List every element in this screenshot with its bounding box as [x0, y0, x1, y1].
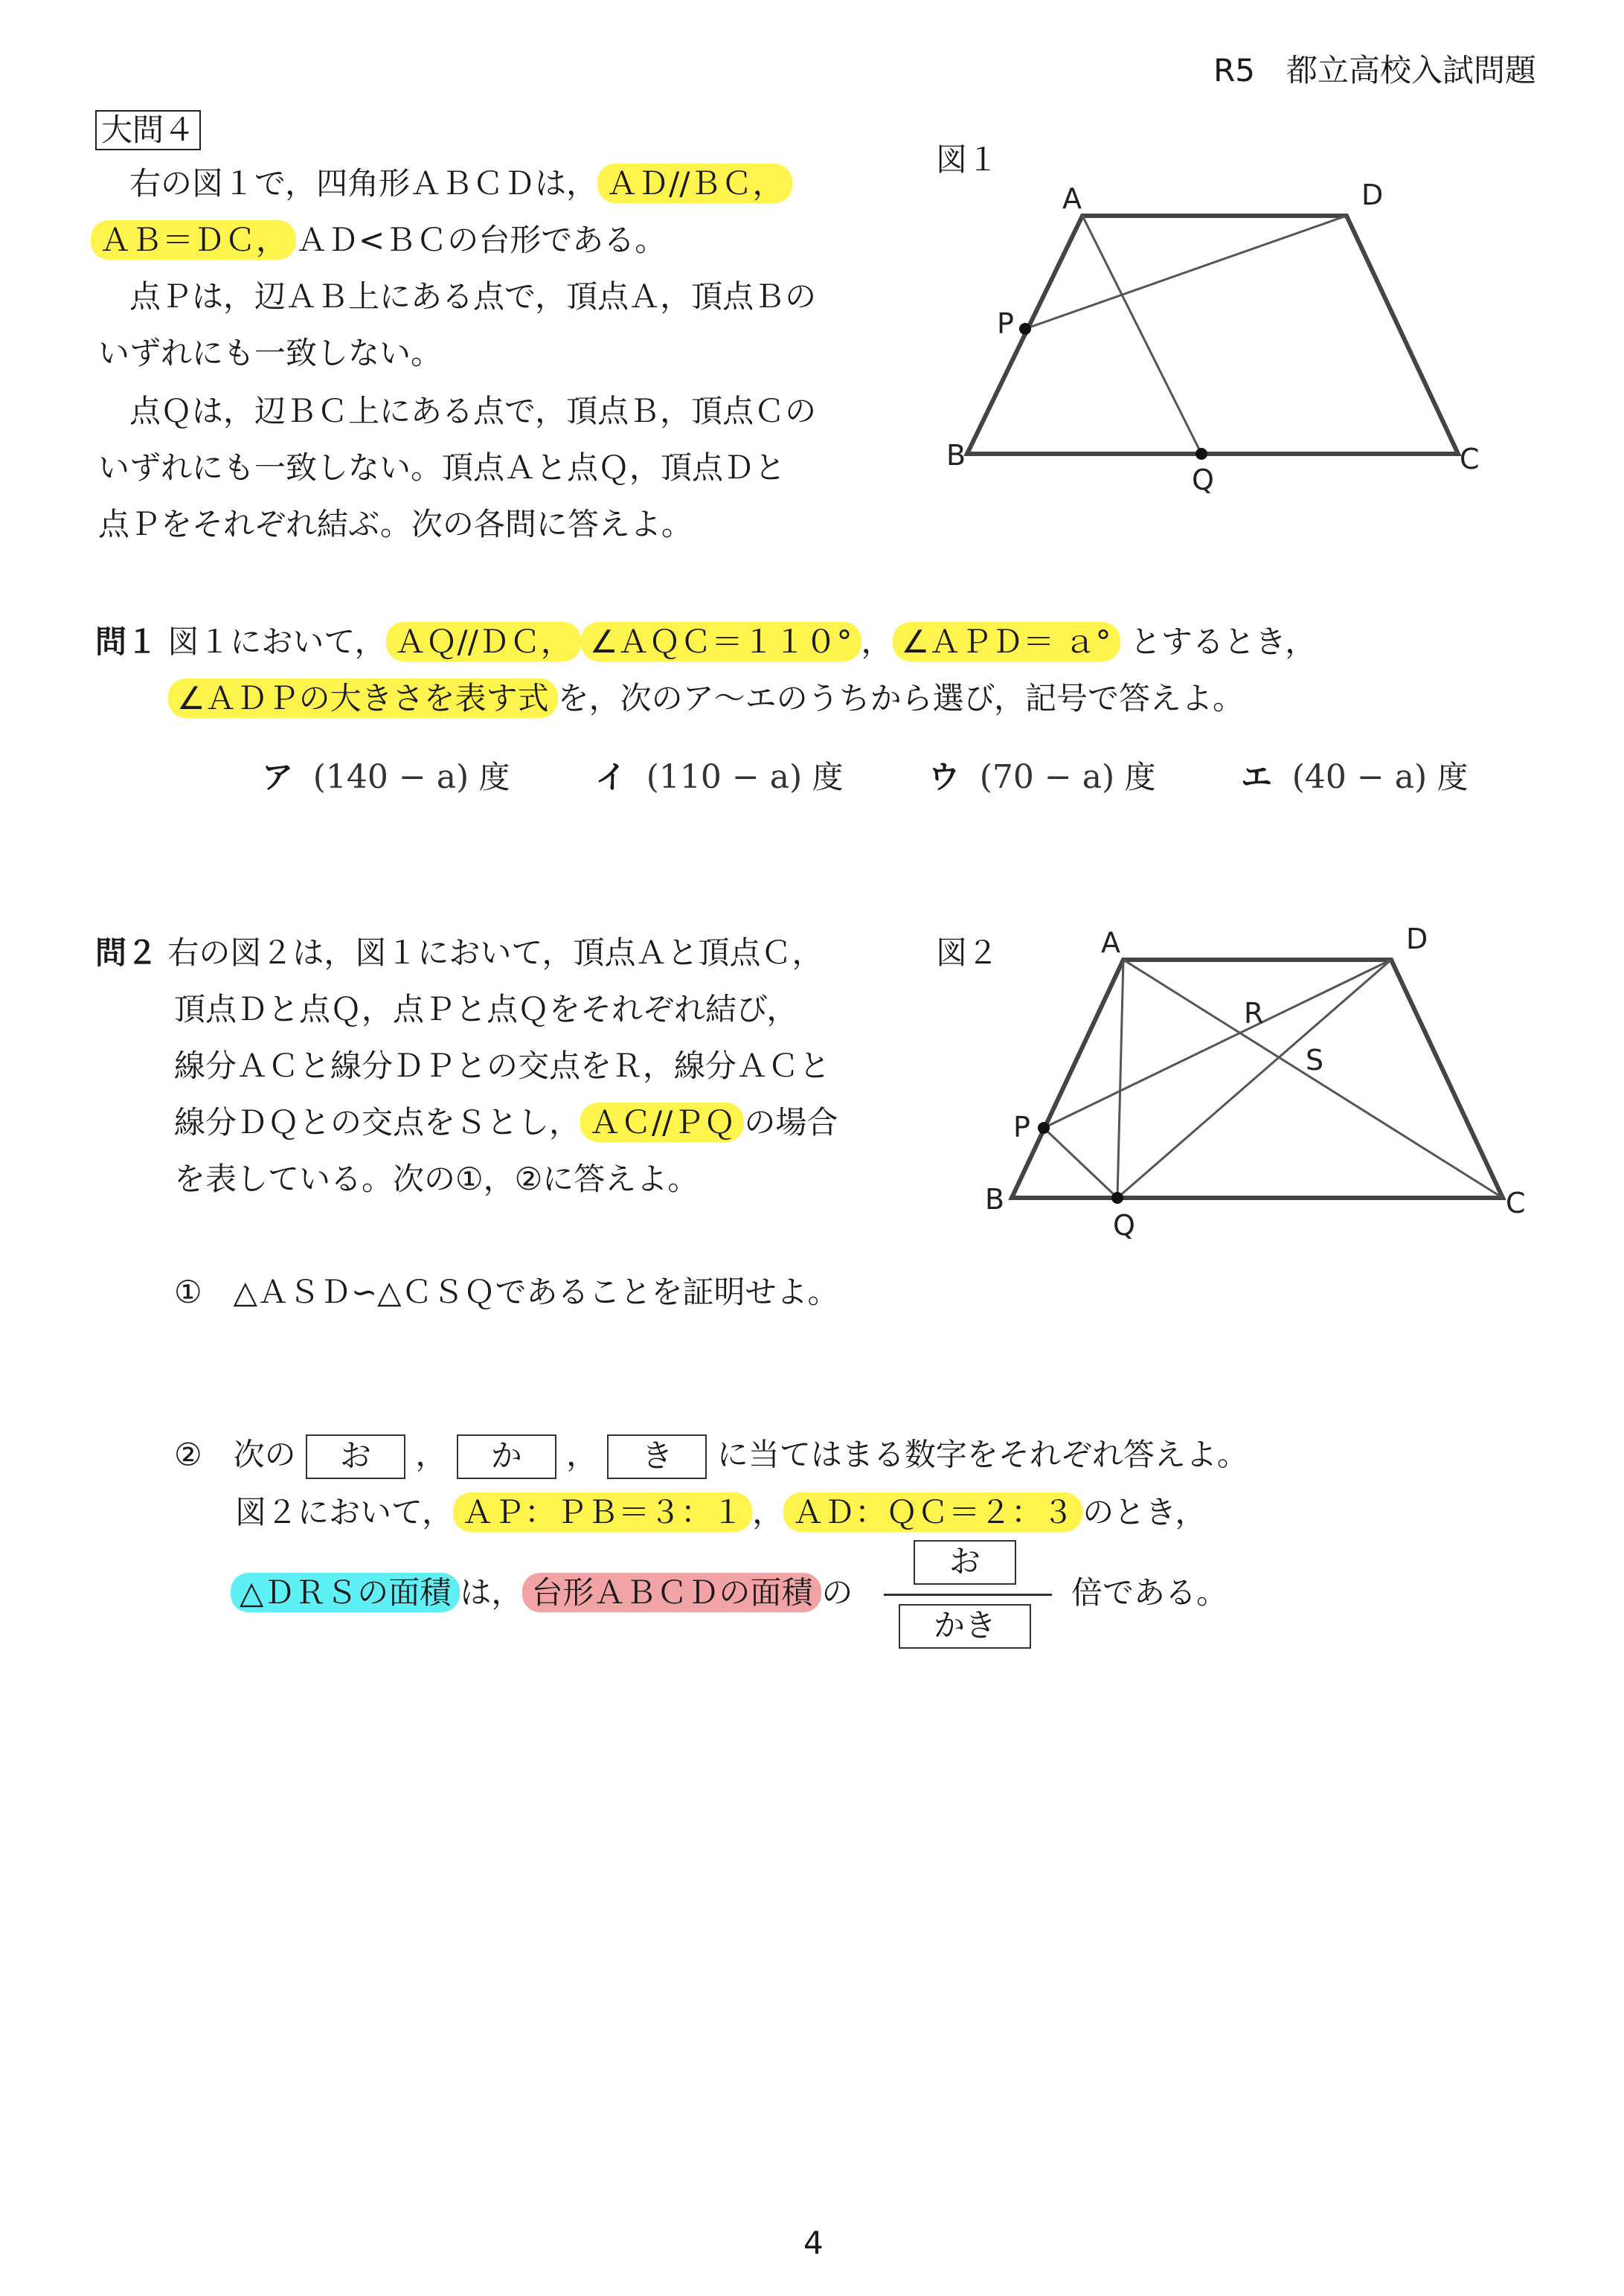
- label-d: D: [1361, 179, 1384, 211]
- answer-box-denominator-kaki[interactable]: かき: [899, 1604, 1031, 1649]
- segment-aq: [1082, 216, 1201, 454]
- trapezoid-abcd: [967, 216, 1458, 454]
- choice-unit: 度: [812, 759, 844, 795]
- highlight-angle-adp: ∠ＡＤＰの大きさを表す式: [168, 679, 558, 718]
- page-number: 4: [803, 2225, 824, 2261]
- figure-1-caption: 図１: [936, 141, 999, 178]
- choice-expression: (40 − a): [1291, 758, 1428, 796]
- choice-label: ア: [262, 759, 294, 795]
- intro-line-6: いずれにも一致しない。頂点Ａと点Ｑ，頂点Ｄと: [98, 449, 786, 486]
- q2-text: の場合: [744, 1104, 838, 1141]
- label-c: C: [1460, 443, 1480, 475]
- sub2-text: ② 次の: [174, 1436, 296, 1473]
- question-2-line-3: 線分ＡＣと線分ＤＰとの交点をＲ，線分ＡＣと: [174, 1048, 831, 1084]
- point-q: [1195, 448, 1207, 460]
- figure-2-trapezoid: [967, 923, 1547, 1265]
- sub2-comma: ，: [415, 1436, 447, 1473]
- label-b: B: [946, 439, 966, 472]
- segment-dq: [1117, 960, 1391, 1198]
- sub2-times-text: 倍である。: [1071, 1574, 1228, 1611]
- highlight-drs-area: △ＤＲＳの面積: [231, 1573, 460, 1612]
- intro-line-4: いずれにも一致しない。: [98, 335, 443, 371]
- question-2-line-2: 頂点Ｄと点Ｑ，点Ｐと点Ｑをそれぞれ結び，: [174, 991, 798, 1027]
- highlight-angle-apd: ∠ＡＰＤ＝ ａ°: [893, 622, 1120, 661]
- choice-label: エ: [1241, 759, 1273, 795]
- choice-e[interactable]: [1241, 759, 1469, 796]
- answer-box-ka[interactable]: か: [457, 1434, 556, 1479]
- label-r: R: [1244, 997, 1264, 1030]
- point-q: [1111, 1192, 1123, 1204]
- choice-expression: (70 − a): [979, 758, 1115, 796]
- question-2-line-4: [174, 1104, 838, 1141]
- question-1-number: 問１: [95, 623, 158, 660]
- segment-aq: [1117, 960, 1123, 1198]
- q1-text: とするとき，: [1120, 623, 1317, 660]
- section-title: 大問４: [95, 110, 201, 150]
- fraction-answer: [884, 1540, 1052, 1652]
- figure-1-trapezoid: [922, 171, 1518, 498]
- label-b: B: [985, 1183, 1005, 1216]
- label-q: Q: [1113, 1209, 1135, 1242]
- answer-box-ki[interactable]: き: [607, 1434, 707, 1479]
- answer-box-o[interactable]: お: [306, 1434, 405, 1479]
- fraction-bar: [884, 1594, 1052, 1596]
- sub2-text: に当てはまる数字をそれぞれ答えよ。: [716, 1436, 1248, 1473]
- sub-question-1: ① △ＡＳＤ∽△ＣＳＱであることを証明せよ。: [174, 1274, 839, 1310]
- answer-box-numerator-o[interactable]: お: [914, 1540, 1016, 1585]
- highlight-aq-parallel-dc: ＡＱ//ＤＣ，: [386, 622, 581, 661]
- q1-text: 図１において，: [167, 623, 386, 660]
- choice-expression: (110 − a): [646, 758, 803, 796]
- highlight-ad-parallel-bc: ＡＤ//ＢＣ，: [597, 164, 792, 203]
- label-p: P: [997, 307, 1014, 340]
- choice-u[interactable]: [928, 759, 1156, 796]
- intro-line-5: 点Ｑは，辺ＢＣ上にある点で，頂点Ｂ，頂点Ｃの: [98, 393, 817, 429]
- point-p: [1038, 1122, 1050, 1134]
- question-1-line-1: [95, 623, 1316, 661]
- sub2-text: の: [821, 1574, 853, 1611]
- highlight-ad-qc-ratio: ＡＤ：ＱＣ＝２：３: [783, 1492, 1082, 1532]
- sub2-separator: ，: [752, 1494, 784, 1530]
- q1-separator: ，: [861, 623, 893, 660]
- choice-label: ウ: [928, 759, 960, 795]
- figure-2-caption: 図２: [936, 934, 999, 971]
- highlight-ap-pb-ratio: ＡＰ：ＰＢ＝３：１: [453, 1492, 752, 1532]
- question-1-line-2: [168, 680, 1244, 717]
- trapezoid-abcd: [1012, 960, 1503, 1198]
- intro-line-7: 点Ｐをそれぞれ結ぶ。次の各問に答えよ。: [98, 506, 693, 542]
- label-a: A: [1062, 182, 1082, 215]
- highlight-ac-parallel-pq: ＡＣ//ＰＱ: [580, 1103, 744, 1142]
- choice-a[interactable]: [262, 759, 510, 796]
- q1-text: を，次のア〜エのうちから選び，記号で答えよ。: [557, 680, 1244, 716]
- label-a: A: [1101, 926, 1120, 959]
- intro-line-2: [91, 222, 666, 259]
- question-2-line-5: を表している。次の①，②に答えよ。: [174, 1161, 699, 1197]
- intro-line-3: 点Ｐは，辺ＡＢ上にある点で，頂点Ａ，頂点Ｂの: [98, 278, 817, 315]
- question-2-number: 問２: [95, 934, 158, 971]
- point-p: [1019, 323, 1031, 335]
- sub-question-2-line-3: [231, 1574, 853, 1612]
- sub2-comma: ，: [566, 1436, 598, 1473]
- choice-unit: 度: [478, 759, 510, 795]
- intro-text: 右の図１で，四角形ＡＢＣＤは，: [98, 165, 598, 202]
- highlight-ab-equals-dc: ＡＢ＝ＤＣ，: [91, 220, 296, 260]
- q2-text: 右の図２は，図１において，頂点Ａと頂点Ｃ，: [167, 934, 824, 971]
- sub2-text: は，: [460, 1574, 523, 1611]
- label-c: C: [1506, 1187, 1526, 1219]
- sub-question-2-line-1: [174, 1434, 1248, 1479]
- choice-i[interactable]: [595, 759, 843, 796]
- sub2-text: 図２において，: [235, 1494, 454, 1530]
- sub2-text: のとき，: [1082, 1494, 1207, 1530]
- label-q: Q: [1192, 464, 1214, 496]
- label-p: P: [1013, 1111, 1030, 1144]
- intro-text: ＡＤ<ＢＣの台形である。: [296, 222, 667, 258]
- label-d: D: [1406, 923, 1428, 955]
- choice-expression: (140 − a): [312, 758, 469, 796]
- q2-text: 線分ＤＱとの交点をＳとし，: [174, 1104, 581, 1141]
- question-2-line-1: [95, 934, 824, 972]
- segment-dp: [1044, 960, 1391, 1128]
- choice-unit: 度: [1124, 759, 1156, 795]
- highlight-trapezoid-area: 台形ＡＢＣＤの面積: [522, 1573, 821, 1612]
- choice-label: イ: [595, 759, 627, 795]
- segment-pq: [1044, 1128, 1117, 1198]
- highlight-angle-aqc: ∠ＡＱＣ＝１１０°: [581, 622, 861, 661]
- sub-question-2-line-2: [235, 1494, 1207, 1531]
- choice-unit: 度: [1437, 759, 1469, 795]
- exam-source: R5 都立高校入試問題: [1213, 52, 1536, 89]
- label-s: S: [1306, 1044, 1324, 1077]
- intro-line-1: [98, 165, 792, 202]
